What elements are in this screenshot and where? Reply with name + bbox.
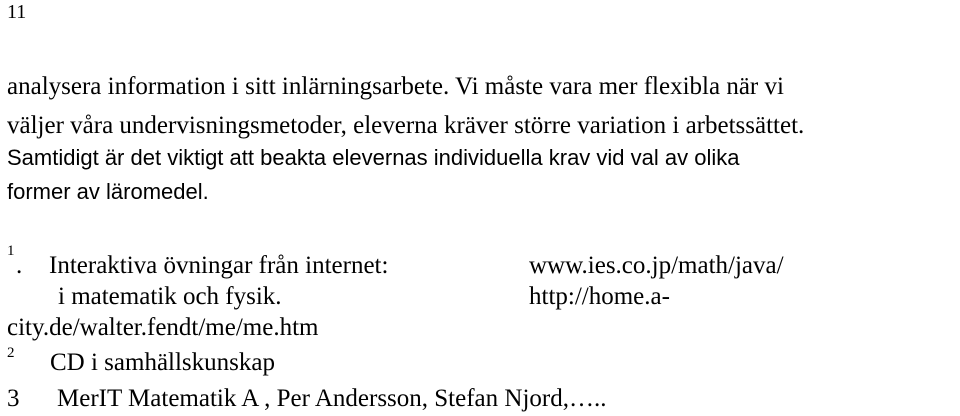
reference-3-marker: 3 [7, 385, 20, 412]
reference-1-marker: 1 [7, 243, 15, 259]
paragraph-line-1: analysera information i sitt inlärningsarbete. Vi måste vara mer flexibla när vi [7, 73, 784, 100]
paragraph-line-2: väljer våra undervisningsmetoder, eleverna kräver större variation i arbetssättet. [7, 112, 805, 139]
reference-2-text: CD i samhällskunskap [50, 349, 275, 376]
reference-1-text-line-2: i matematik och fysik. [58, 283, 282, 310]
reference-1-separator: . [16, 252, 23, 279]
reference-1-link-part-1: www.ies.co.jp/math/java/ [529, 252, 784, 279]
paragraph-line-3: Samtidigt är det viktigt att beakta elevernas individuella krav vid val av olika [7, 145, 740, 170]
page-number: 11 [7, 1, 27, 23]
reference-1-link-part-2: http://home.a- [529, 283, 670, 310]
paragraph-line-4: former av läromedel. [7, 179, 209, 204]
reference-3-text: MerIT Matematik A , Per Andersson, Stefan Njord,….. [57, 385, 607, 412]
reference-1-link-part-3: city.de/walter.fendt/me/me.htm [7, 314, 319, 341]
reference-1-text-line-1: Interaktiva övningar från internet: [49, 252, 389, 279]
reference-2-marker: 2 [7, 345, 15, 361]
